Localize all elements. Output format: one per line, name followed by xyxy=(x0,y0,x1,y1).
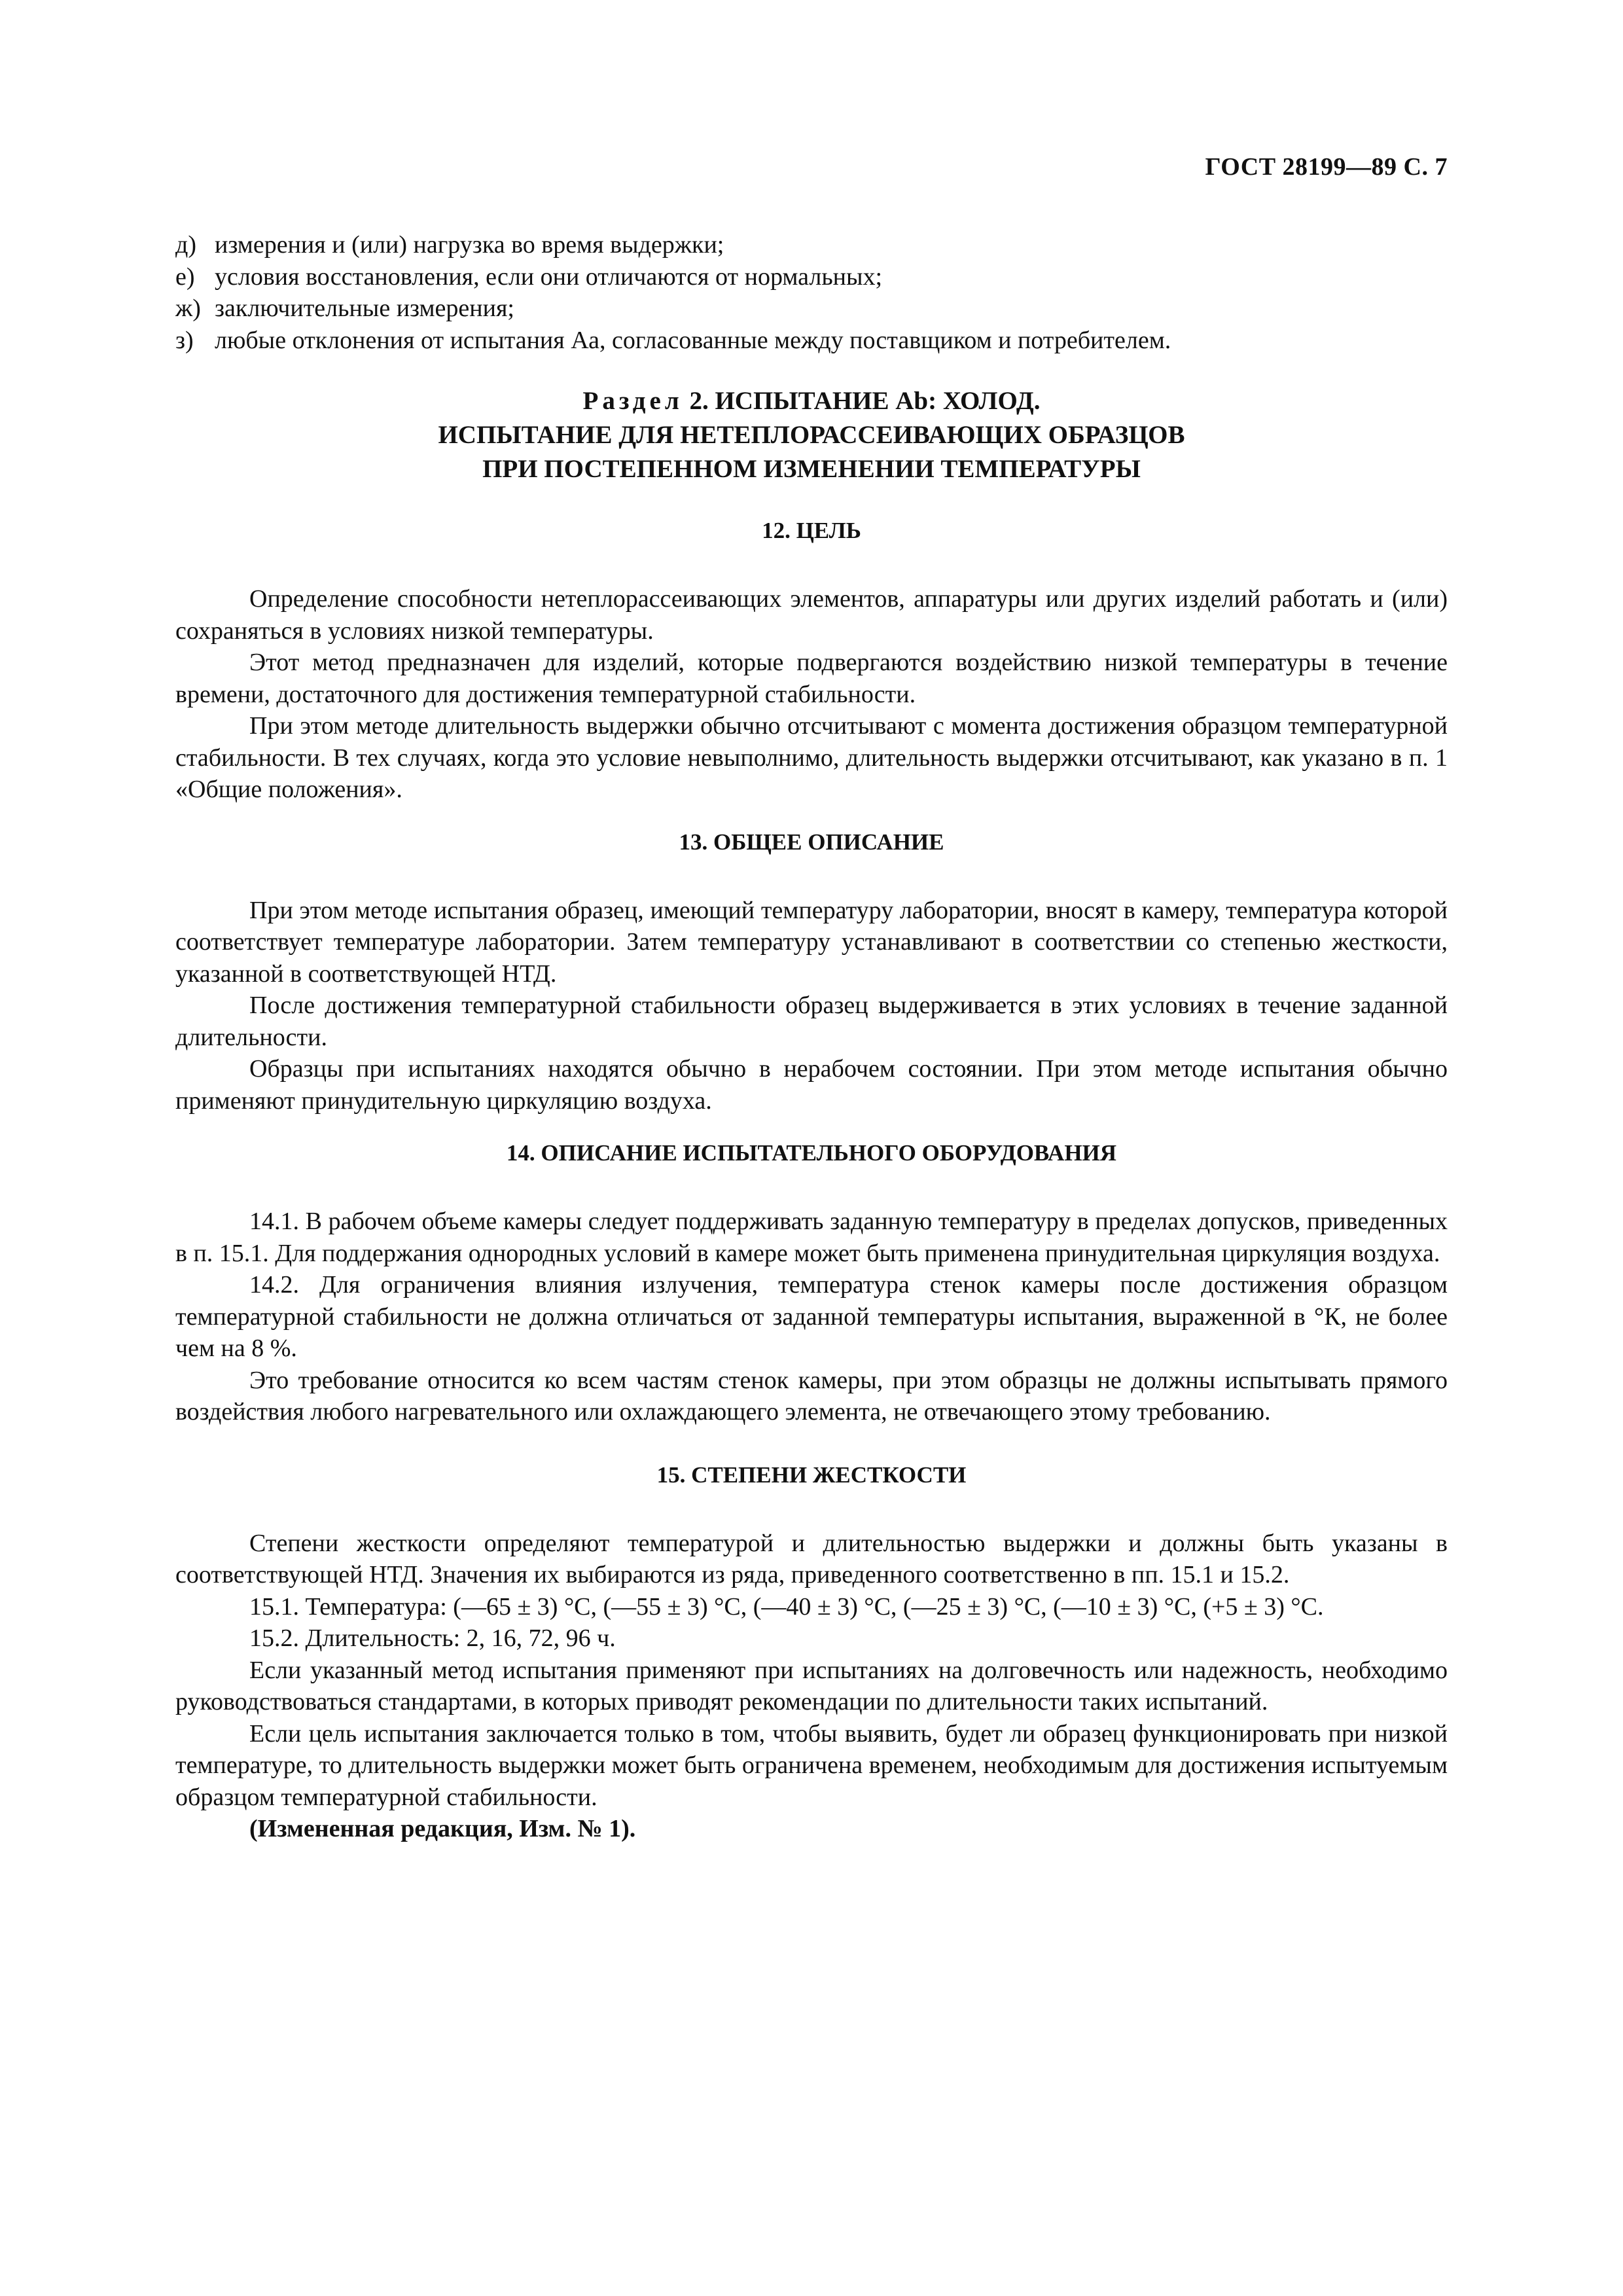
paragraph: При этом методе испытания образец, имеющий температуру лаборатории, вносят в камеру, температура которой соответствует температуре лаборатории. Затем температуру устанавливают в соответствии со степенью жесткости, указанной в соответствующей НТД. xyxy=(175,896,1448,988)
list-marker: е) xyxy=(175,262,195,291)
list-item xyxy=(175,325,1448,357)
paragraph: При этом методе длительность выдержки обычно отсчитывают с момента достижения образцом температурной стабильности. В тех случаях, когда это условие невыполнимо, длительность выдержки отсчитывают, как указано в п. 1 «Общие положения». xyxy=(175,712,1448,803)
list-item xyxy=(175,293,1448,325)
section-title-line-1 xyxy=(175,384,1448,418)
section-title-line-2: ИСПЫТАНИЕ ДЛЯ НЕТЕПЛОРАССЕИВАЮЩИХ ОБРАЗЦОВ xyxy=(438,421,1185,449)
list-marker: ж) xyxy=(175,295,201,322)
list-item-text: условия восстановления, если они отличаются от нормальных; xyxy=(215,262,883,291)
running-header: ГОСТ 28199—89 С. 7 xyxy=(1205,153,1448,181)
amendment-note: (Измененная редакция, Изм. № 1). xyxy=(249,1815,636,1842)
list-item xyxy=(175,261,1448,293)
section-label-rest: 2. ИСПЫТАНИЕ Ab: ХОЛОД. xyxy=(683,387,1041,415)
list-marker: д) xyxy=(175,231,196,259)
paragraph: 15.1. Температура: (—65 ± 3) °С, (—55 ± 3) °С, (—40 ± 3) °С, (—25 ± 3) °С, (—10 ± 3) °С, (+5 ± 3) °С. xyxy=(249,1592,1324,1621)
section-title-line-3: ПРИ ПОСТЕПЕННОМ ИЗМЕНЕНИИ ТЕМПЕРАТУРЫ xyxy=(482,455,1141,483)
list-item-text: заключительные измерения; xyxy=(215,295,514,322)
paragraph: 14.1. В рабочем объеме камеры следует поддерживать заданную температуру в пределах допусков, приведенных в п. 15.1. Для поддержания однородных условий в камере может быть применена принудительная циркуляция воздуха. xyxy=(175,1208,1448,1267)
page-content xyxy=(175,229,1448,1845)
paragraph: После достижения температурной стабильности образец выдерживается в этих условиях в течение заданной длительности. xyxy=(175,992,1448,1051)
paragraph: Степени жесткости определяют температурой и длительностью выдержки и должны быть указаны в соответствующей НТД. Значения их выбираются из ряда, приведенного соответственно в пп. 15.1 и 15.2. xyxy=(175,1529,1448,1588)
paragraph: Образцы при испытаниях находятся обычно в нерабочем состоянии. При этом методе испытания обычно применяют принудительную циркуляцию воздуха. xyxy=(175,1055,1448,1115)
paragraph: 15.2. Длительность: 2, 16, 72, 96 ч. xyxy=(249,1624,616,1652)
paragraph: Этот метод предназначен для изделий, которые подвергаются воздействию низкой температуры в течение времени, достаточного для достижения температурной стабильности. xyxy=(175,649,1448,708)
heading-12: 12. ЦЕЛЬ xyxy=(762,518,861,543)
heading-13: 13. ОБЩЕЕ ОПИСАНИЕ xyxy=(679,829,944,855)
list-item-text: любые отклонения от испытания Аа, согласованные между поставщиком и потребителем. xyxy=(215,326,1171,354)
list-item xyxy=(175,229,1448,261)
list-item-text: измерения и (или) нагрузка во время выдержки; xyxy=(215,231,724,259)
paragraph: 14.2. Для ограничения влияния излучения, температура стенок камеры после достижения образцом температурной стабильности не должна отличаться от заданной температуры испытания, выраженной в °К, не более чем на 8 %. xyxy=(175,1271,1448,1362)
paragraph: Определение способности нетеплорассеивающих элементов, аппаратуры или других изделий работать и (или) сохраняться в условиях низкой температуры. xyxy=(175,585,1448,645)
section-label: Раздел xyxy=(582,387,683,415)
heading-15: 15. СТЕПЕНИ ЖЕСТКОСТИ xyxy=(656,1462,967,1488)
list-marker: з) xyxy=(175,326,194,354)
section-title xyxy=(175,384,1448,486)
paragraph: Если указанный метод испытания применяют при испытаниях на долговечность или надежность, необходимо руководствоваться стандартами, в которых приводят рекомендации по длительности таких испытаний. xyxy=(175,1656,1448,1715)
enumerated-list xyxy=(175,229,1448,356)
paragraph: Если цель испытания заключается только в том, чтобы выявить, будет ли образец функционировать при низкой температуре, то длительность выдержки может быть ограничена временем, необходимым для достижения испытуемым образцом температурной стабильности. xyxy=(175,1719,1448,1811)
paragraph: Это требование относится ко всем частям стенок камеры, при этом образцы не должны испытывать прямого воздействия любого нагревательного или охлаждающего элемента, не отвечающего этому требованию. xyxy=(175,1366,1448,1426)
heading-14: 14. ОПИСАНИЕ ИСПЫТАТЕЛЬНОГО ОБОРУДОВАНИЯ xyxy=(506,1140,1117,1166)
